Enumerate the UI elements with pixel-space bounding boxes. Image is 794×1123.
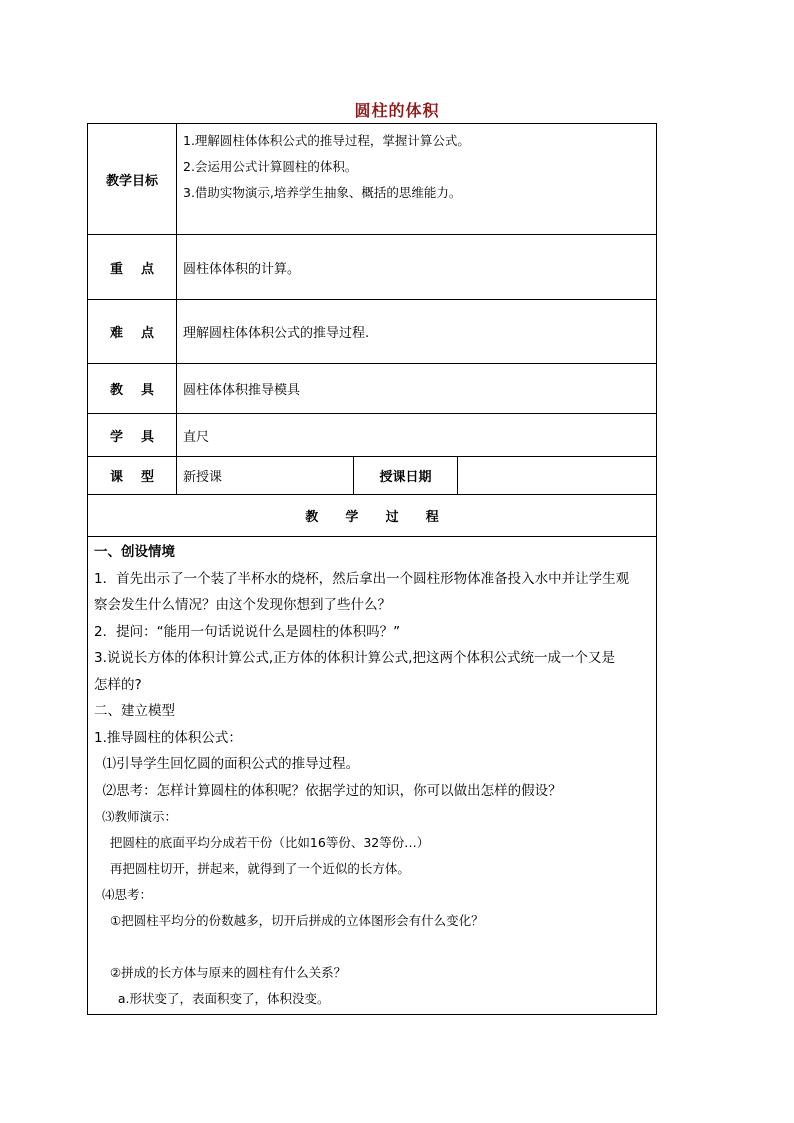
- document-title: 圆柱的体积: [354, 101, 440, 120]
- process-line: 把圆柱的底面平均分成若干份（比如16等份、32等份…）: [94, 835, 430, 850]
- spacer: [94, 934, 650, 960]
- row-difficulty: [88, 300, 657, 364]
- process-line: 1．首先出示了一个装了半杯水的烧杯，然后拿出一个圆柱形物体准备投入水中并让学生观: [94, 570, 630, 587]
- process-line: ⑵思考：怎样计算圆柱的体积呢？依据学过的知识，你可以做出怎样的假设？: [94, 782, 562, 799]
- goals-content: [177, 124, 657, 235]
- lesson-type-label: 课 型: [88, 457, 177, 495]
- teaching-tools-label: 教 具: [88, 364, 177, 414]
- process-line: ①把圆柱平均分的份数越多，切开后拼成的立体图形会有什么变化？: [94, 913, 484, 928]
- process-line: 再把圆柱切开，拼起来，就得到了一个近似的长方体。: [94, 861, 410, 876]
- goals-label: 教学目标: [88, 124, 177, 235]
- row-lesson-type: [88, 457, 657, 495]
- section-2-title: 二、建立模型: [94, 703, 175, 719]
- row-key-point: [88, 235, 657, 300]
- process-line: ②拼成的长方体与原来的圆柱有什么关系？: [94, 965, 347, 980]
- process-line: 怎样的?: [94, 676, 142, 693]
- row-process-header: [88, 495, 657, 537]
- process-line: 察会发生什么情况？由这个发现你想到了些什么？: [94, 597, 391, 613]
- student-tools-label: 学 具: [88, 414, 177, 457]
- process-line: 3.说说长方体的体积计算公式,正方体的体积计算公式,把这两个体积公式统一成一个又是: [94, 650, 615, 666]
- goal-3: 3.借助实物演示,培养学生抽象、概括的思维能力。: [183, 185, 462, 200]
- section-1-title: 一、创设情境: [94, 544, 175, 560]
- row-teaching-goals: [88, 124, 657, 235]
- process-line: a.形状变了，表面积变了，体积没变。: [94, 991, 330, 1006]
- process-line: 2．提问：“能用一句话说说什么是圆柱的体积吗？”: [94, 623, 401, 640]
- lesson-date-value: [458, 457, 657, 495]
- row-teaching-tools: [88, 364, 657, 414]
- process-header: 教 学 过 程: [88, 495, 657, 537]
- difficulty-label: 难 点: [88, 300, 177, 364]
- goal-1: 1.理解圆柱体体积公式的推导过程，掌握计算公式。: [183, 133, 470, 148]
- process-line: ⑶教师演示：: [94, 809, 177, 824]
- difficulty-value: 理解圆柱体体积公式的推导过程.: [177, 300, 657, 364]
- student-tools-value: 直尺: [177, 414, 657, 457]
- teaching-tools-value: 圆柱体体积推导模具: [177, 364, 657, 414]
- goal-2: 2.会运用公式计算圆柱的体积。: [183, 159, 358, 174]
- lesson-type-value: 新授课: [177, 457, 354, 495]
- process-line: 1.推导圆柱的体积公式：: [94, 729, 242, 746]
- lesson-date-label: 授课日期: [354, 457, 458, 495]
- row-process-body: [88, 537, 657, 1015]
- key-point-value: 圆柱体体积的计算。: [177, 235, 657, 300]
- process-line: ⑷思考：: [94, 887, 152, 902]
- row-student-tools: [88, 414, 657, 457]
- lesson-plan-table: [87, 123, 657, 1015]
- process-body: [88, 537, 657, 1015]
- key-point-label: 重 点: [88, 235, 177, 300]
- process-line: ⑴引导学生回忆圆的面积公式的推导过程。: [94, 756, 360, 772]
